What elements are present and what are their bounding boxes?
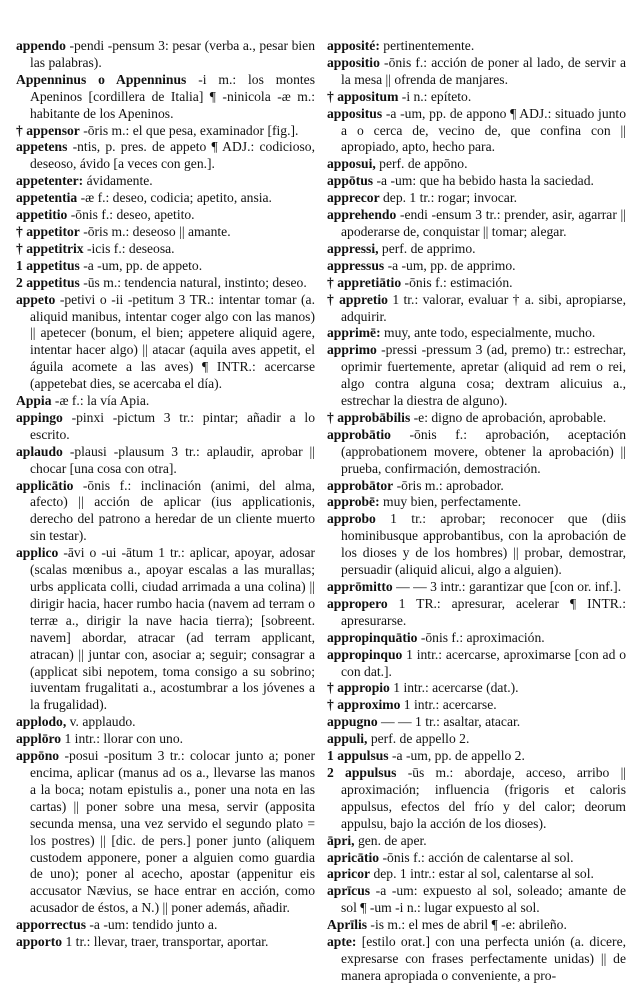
dictionary-entry <box>327 748 626 765</box>
dictionary-entry <box>327 883 626 917</box>
dictionary-entry <box>327 917 626 934</box>
entry-definition: -i n.: epíteto. <box>398 88 472 104</box>
entry-definition: 1 intr.: llorar con uno. <box>61 731 184 747</box>
entry-definition: v. applaudo. <box>66 714 136 730</box>
dictionary-entry <box>327 427 626 478</box>
entry-headword: apporto <box>16 934 63 950</box>
entry-definition: 1 intr.: acercarse, aproximarse [con ad o con dat.]. <box>341 646 626 679</box>
entry-headword: appeto <box>16 291 56 307</box>
dictionary-entry <box>327 241 626 258</box>
entry-headword: appingo <box>16 409 63 425</box>
dictionary-entry <box>327 731 626 748</box>
entry-definition: dep. 1 tr.: rogar; invocar. <box>379 190 518 206</box>
dictionary-entry <box>327 494 626 511</box>
dictionary-entry <box>16 173 315 190</box>
entry-headword: aplaudo <box>16 443 63 459</box>
entry-headword: Appia <box>16 393 52 409</box>
entry-headword: appetens <box>16 139 68 155</box>
entry-definition: -is m.: el mes de abril ¶ -e: abrileño. <box>367 917 567 933</box>
entry-definition: 1 tr.: valorar, evaluar † a. sibi, apropiarse, adquirir. <box>341 291 626 324</box>
dictionary-entry <box>16 190 315 207</box>
entry-definition: muy bien, perfectamente. <box>379 494 522 510</box>
entry-definition: -a -um: tendido junto a. <box>85 917 218 933</box>
dictionary-entry <box>16 258 315 275</box>
entry-definition: -pressi -pressum 3 (ad, premo) tr.: estrechar, oprimir fuertemente, apretar (aliquid ad rem o rei, algo contra alguna cosa; dextram alicuius a., estrechar la diestra de alguno). <box>341 342 626 409</box>
entry-definition: -ūs m.: abordaje, acceso, arribo || aproximación; influencia (frigoris et caloris appulsus, efectos del frío y del calor; deorum appulsu, bajo la acción de los dioses). <box>341 764 627 831</box>
entry-definition: -ōnis f.: deseo, apetito. <box>67 207 195 223</box>
entry-headword: apprimē: <box>327 325 381 341</box>
entry-definition: -ōnis f.: inclinación (animi, del alma, afecto) || acción de aplicar (ius applicationis, derecho del patrono a heredar de un cliente muerto sin testar). <box>30 477 315 544</box>
entry-headword: apposui, <box>327 156 376 172</box>
entry-headword: appressus <box>327 257 385 273</box>
dictionary-entry <box>327 410 626 427</box>
dictionary-entry <box>327 934 626 985</box>
entry-headword: āpri, <box>327 832 355 848</box>
entry-definition: — — 1 tr.: asaltar, atacar. <box>377 714 521 730</box>
entry-definition: -a -um, pp. de appono ¶ ADJ.: situado junto a o cerca de, vecino de, que confina con || apropiado, apto, hecho para. <box>341 105 626 155</box>
entry-headword: appendo <box>16 38 66 53</box>
dictionary-entry <box>327 850 626 867</box>
dictionary-entry <box>327 647 626 681</box>
entry-headword: † appetitor <box>16 223 80 239</box>
dictionary-entry <box>16 139 315 173</box>
dictionary-entry <box>16 917 315 934</box>
dictionary-entry <box>327 156 626 173</box>
entry-headword: appetitio <box>16 207 68 223</box>
dictionary-entry <box>16 444 315 478</box>
entry-headword: apprōmitto <box>327 579 393 594</box>
entry-definition: -icis f.: deseosa. <box>83 240 175 256</box>
entry-definition: 1 TR.: apresurar, acelerar ¶ INTR.: apresurarse. <box>341 595 626 628</box>
dictionary-entry <box>16 224 315 241</box>
dictionary-entry <box>16 38 315 72</box>
dictionary-entry <box>327 342 626 410</box>
entry-headword: apprimo <box>327 342 377 358</box>
entry-headword: appropinquātio <box>327 629 418 645</box>
dictionary-entry <box>16 241 315 258</box>
dictionary-entry <box>16 714 315 731</box>
dictionary-entry <box>16 275 315 292</box>
entry-definition: 1 intr.: acercarse. <box>400 697 497 713</box>
dictionary-entry <box>327 680 626 697</box>
entry-definition: -a -um: expuesto al sol, soleado; amante de sol ¶ -um -i n.: lugar expuesto al sol. <box>341 883 626 916</box>
entry-definition: — — 3 intr.: garantizar que [con or. inf.]. <box>392 579 622 594</box>
entry-headword: † appensor <box>16 122 80 138</box>
dictionary-entry <box>16 123 315 140</box>
entry-definition: perf. de appōno. <box>375 156 468 172</box>
entry-definition: -plausi -plausum 3 tr.: aplaudir, aprobar || chocar [una cosa con otra]. <box>30 443 315 476</box>
entry-definition: -æ f.: la vía Apia. <box>51 393 150 409</box>
entry-headword: appetentia <box>16 190 78 206</box>
dictionary-entry <box>327 89 626 106</box>
entry-headword: applodo, <box>16 714 67 730</box>
entry-headword: † approximo <box>327 697 401 713</box>
entry-definition: -e: digno de aprobación, aprobable. <box>410 409 607 425</box>
dictionary-entry <box>327 697 626 714</box>
dictionary-entry <box>327 207 626 241</box>
entry-definition: -endi -ensum 3 tr.: prender, asir, agarrar || apoderarse de, conquistar || tomar; alegar. <box>341 207 626 239</box>
dictionary-entry <box>327 579 626 596</box>
entry-definition: [estilo orat.] con una perfecta unión (a. dicere, expresarse con frases perfectamente unidas) || de manera apropiada o conveniente, a pro- <box>341 934 626 983</box>
entry-headword: apte: <box>327 934 357 950</box>
dictionary-entry <box>16 748 315 917</box>
entry-definition: -a -um, pp. de appello 2. <box>388 748 525 764</box>
dictionary-entry <box>16 545 315 714</box>
entry-definition: -ūs m.: tendencia natural, instinto; deseo. <box>79 274 307 290</box>
entry-definition: -petivi o -ii -petitum 3 TR.: intentar tomar (a. aliquid manibus, intentar coger algo con las manos) || apetecer (bonum, el bien; appetere aliquid agere, intentar hacer algo) || atacar (aquila aves appetit, el águila acomete a las aves) ¶ INTR.: acercarse (appetebat dies, se acercaba el día). <box>30 291 315 392</box>
entry-definition: -ōris m.: el que pesa, examinador [fig.]. <box>79 122 299 138</box>
entry-headword: appōno <box>16 748 60 764</box>
entry-headword: applōro <box>16 731 62 747</box>
entry-definition: gen. de aper. <box>354 832 427 848</box>
entry-headword: 2 appulsus <box>327 764 397 780</box>
dictionary-entry <box>327 596 626 630</box>
entry-definition: dep. 1 intr.: estar al sol, calentarse al sol. <box>370 866 594 882</box>
entry-definition: -ōnis f.: estimación. <box>401 274 513 290</box>
right-column <box>327 38 627 983</box>
dictionary-entry <box>16 72 315 123</box>
dictionary-entry <box>16 292 315 393</box>
entry-headword: apricātio <box>327 849 380 865</box>
entry-headword: † appetitrix <box>16 240 84 256</box>
dictionary-entry <box>16 731 315 748</box>
entry-headword: appropinquo <box>327 646 403 662</box>
dictionary-entry <box>327 106 626 157</box>
entry-definition: -ōris m.: deseoso || amante. <box>79 223 231 239</box>
entry-headword: appositus <box>327 105 383 121</box>
entry-headword: † approbābilis <box>327 409 411 425</box>
left-column <box>16 38 315 966</box>
entry-headword: approbātor <box>327 477 394 493</box>
entry-definition: -a -um: que ha bebido hasta la saciedad. <box>373 173 594 189</box>
dictionary-entry <box>327 258 626 275</box>
entry-headword: apprehendo <box>327 207 397 223</box>
entry-headword: apprecor <box>327 190 380 206</box>
dictionary-entry <box>327 55 626 89</box>
entry-definition: -pinxi -pictum 3 tr.: pintar; añadir a lo escrito. <box>30 409 315 442</box>
entry-definition: -a -um, pp. de apprimo. <box>384 257 516 273</box>
entry-headword: applico <box>16 545 59 561</box>
entry-headword: appugno <box>327 714 378 730</box>
entry-headword: † appositum <box>327 88 399 104</box>
dictionary-entry <box>16 934 315 951</box>
dictionary-entry <box>327 630 626 647</box>
entry-definition: perf. de apprimo. <box>378 240 476 256</box>
entry-headword: appōtus <box>327 173 374 189</box>
entry-headword: appuli, <box>327 731 368 747</box>
entry-headword: apporrectus <box>16 917 86 933</box>
entry-definition: 1 tr.: aprobar; reconocer que (diis hominibusque approbantibus, con la aprobación de los dioses y de los hombres) || probar, demostrar, persuadir (aliquid alicui, algo a alguien). <box>341 511 626 578</box>
dictionary-entry <box>327 292 626 326</box>
entry-definition: perf. de appello 2. <box>367 731 470 747</box>
entry-headword: 1 appetitus <box>16 257 80 273</box>
entry-definition: -ōnis f.: acción de poner al lado, de servir a la mesa || ofrenda de manjares. <box>341 54 626 87</box>
entry-definition: -ōnis f.: acción de calentarse al sol. <box>379 849 574 865</box>
dictionary-entry <box>327 173 626 190</box>
entry-headword: appositio <box>327 54 380 70</box>
entry-definition: pertinentemente. <box>379 38 475 53</box>
entry-definition: -ntis, p. pres. de appeto ¶ ADJ.: codicioso, deseoso, ávido [a veces con gen.]. <box>30 139 315 172</box>
entry-headword: Appenninus o Appenninus <box>16 71 187 87</box>
entry-headword: † appropio <box>327 680 390 696</box>
entry-definition: -ōnis f.: aproximación. <box>417 629 545 645</box>
dictionary-entry <box>327 866 626 883</box>
entry-definition: -pendi -pensum 3: pesar (verba a., pesar bien las palabras). <box>30 38 315 70</box>
dictionary-entry <box>16 393 315 410</box>
dictionary-entry <box>327 190 626 207</box>
entry-definition: -ōnis f.: aprobación, aceptación (approbationem movere, obtener la aprobación) || prueba, confirmación, demostración. <box>341 426 626 476</box>
entry-headword: 2 appetitus <box>16 274 80 290</box>
entry-headword: † appretio <box>327 291 388 307</box>
entry-definition: -posui -positum 3 tr.: colocar junto a; poner encima, aplicar (manus ad os a., llevarse las manos a la boca; notam epistulis a., poner una nota en las cartas) || poner sobre una mesa, servir (apposita secunda mensa, una vez servido el segundo plato = los postres) || [dic. de pers.] poner junto (aliquem custodem apponere, poner a alguien como guardia de uno); poner al acecho, apostar (appenitur eis accusator Nævius, se hace entrar en acción, como acusador de éstos, a N.) || poner además, añadir. <box>30 748 315 916</box>
entry-definition: -ōris m.: aprobador. <box>393 477 504 493</box>
entry-headword: 1 appulsus <box>327 748 389 764</box>
dictionary-entry <box>16 207 315 224</box>
entry-definition: -æ f.: deseo, codicia; apetito, ansia. <box>77 190 272 206</box>
dictionary-entry <box>327 38 626 55</box>
dictionary-entry <box>16 410 315 444</box>
dictionary-entry <box>327 325 626 342</box>
entry-headword: apricor <box>327 866 371 882</box>
dictionary-entry <box>327 714 626 731</box>
entry-definition: -i m.: los montes Apeninos [cordillera de Italia] ¶ -ninicola -æ m.: habitante de los Apeninos. <box>30 71 315 121</box>
entry-headword: † appretiātio <box>327 274 402 290</box>
entry-headword: appropero <box>327 595 388 611</box>
dictionary-entry <box>327 478 626 495</box>
entry-headword: Aprīlis <box>327 917 368 933</box>
entry-headword: applicātio <box>16 477 74 493</box>
entry-definition: muy, ante todo, especialmente, mucho. <box>380 325 596 341</box>
entry-headword: apposité: <box>327 38 380 53</box>
entry-definition: 1 tr.: llevar, traer, transportar, aportar. <box>62 934 269 950</box>
entry-headword: approbo <box>327 511 376 527</box>
dictionary-entry <box>327 833 626 850</box>
dictionary-entry <box>327 511 626 579</box>
entry-headword: appetenter: <box>16 173 84 189</box>
dictionary-entry <box>327 765 626 833</box>
dictionary-entry <box>16 478 315 546</box>
entry-headword: approbē: <box>327 494 380 510</box>
dictionary-entry <box>327 275 626 292</box>
entry-definition: 1 intr.: acercarse (dat.). <box>389 680 519 696</box>
entry-headword: approbātio <box>327 426 391 442</box>
entry-definition: ávidamente. <box>83 173 153 189</box>
entry-headword: appressi, <box>327 240 379 256</box>
entry-definition: -a -um, pp. de appeto. <box>79 257 203 273</box>
entry-headword: aprīcus <box>327 883 371 899</box>
entry-definition: -āvi o -ui -ātum 1 tr.: aplicar, apoyar, adosar (scalas mœnibus a., apoyar escalas a las murallas; urbs applicata colli, ciudad arrimada a una colina) || dirigir hacia, hacer rumbo hacia (navem ad terram o terræ a., dirigir la nave hacia tierra); [sobreent. navem] abordar, atracar (ad terram applicant, atracan) || juntar con, asociar a; seguir; consagrar a (applicat sibi nepotem, toma consigo a su sobrino; iuventam frugalitati a., acostumbrar a los jóvenes a la frugalidad). <box>30 545 315 713</box>
